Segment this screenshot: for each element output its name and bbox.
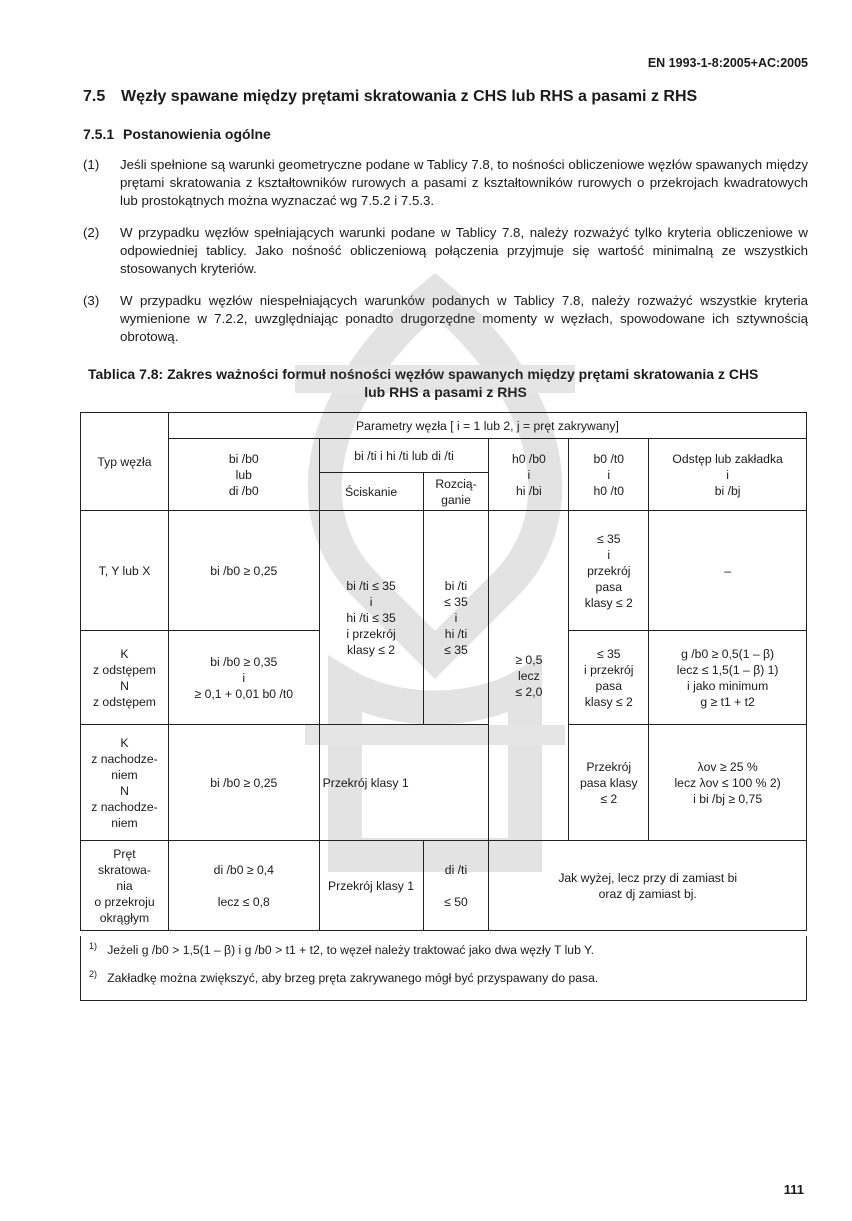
row-k-type: K z odstępem N z odstępem bbox=[81, 631, 169, 725]
subsection-title: Postanowienia ogólne bbox=[123, 126, 271, 142]
paragraph-3 bbox=[83, 292, 808, 346]
table-footnotes bbox=[80, 936, 807, 1001]
row-circular-type: Pręt skratowa- nia o przekroju okrągłym bbox=[81, 841, 169, 931]
row-overlap-gap: λov ≥ 25 % lecz λov ≤ 100 % 2) i bi /bj ≥ 0,75 bbox=[649, 725, 807, 841]
row-h-common: ≥ 0,5 lecz ≤ 2,0 bbox=[489, 511, 569, 841]
paragraph-1 bbox=[83, 156, 808, 210]
row-ty-compression: bi /ti ≤ 35 i hi /ti ≤ 35 i przekrój klasy ≤ 2 bbox=[319, 511, 423, 725]
header-tension: Rozcią- ganie bbox=[423, 473, 489, 511]
table-caption-line1: Tablica 7.8: Zakres ważności formuł nośności węzłów spawanych między prętami skratowania z CHS bbox=[88, 366, 759, 382]
row-overlap-type: K z nachodze- niem N z nachodze- niem bbox=[81, 725, 169, 841]
section-number: 7.5 bbox=[83, 88, 106, 105]
header-compression: Ściskanie bbox=[319, 473, 423, 511]
table-caption-line2: lub RHS a pasami z RHS bbox=[364, 384, 527, 400]
row-circular-tension: di /ti ≤ 50 bbox=[423, 841, 489, 931]
paragraph-number: (1) bbox=[83, 157, 100, 172]
subsection-heading bbox=[83, 126, 271, 142]
header-gap-overlap: Odstęp lub zakładka i bi /bj bbox=[649, 439, 807, 511]
paragraph-number: (3) bbox=[83, 293, 100, 308]
page-number: 111 bbox=[783, 1182, 804, 1197]
header-joint-parameters: Parametry węzła [ i = 1 lub 2, j = pręt zakrywany] bbox=[168, 413, 806, 439]
footnote-text: Zakładkę można zwiększyć, aby brzeg pręta zakrywanego mógł być przyspawany do pasa. bbox=[107, 971, 599, 986]
row-overlap-b: bi /b0 ≥ 0,25 bbox=[168, 725, 319, 841]
row-ty-type: T, Y lub X bbox=[81, 511, 169, 631]
section-heading bbox=[83, 88, 697, 106]
table-caption bbox=[83, 365, 808, 401]
row-overlap-compression: Przekrój klasy 1 bbox=[319, 725, 489, 841]
row-circular-b: di /b0 ≥ 0,4 lecz ≤ 0,8 bbox=[168, 841, 319, 931]
header-chord-ratio: b0 /t0 i h0 /t0 bbox=[569, 439, 649, 511]
paragraph-text: Jeśli spełnione są warunki geometryczne podane w Tablicy 7.8, to nośności obliczeniowe węzłów spawanych między prętami skratowania z kształtowników rurowych a pasami z kształtowników rurowych o przekrojach kwadratowych lub prostokątnych można wyznaczać wg 7.5.2 i 7.5.3. bbox=[120, 157, 808, 208]
header-joint-type: Typ węzła bbox=[81, 413, 169, 511]
row-ty-chord: ≤ 35 i przekrój pasa klasy ≤ 2 bbox=[569, 511, 649, 631]
footnote-mark: 2) bbox=[89, 969, 98, 979]
footnote-1 bbox=[89, 941, 594, 957]
row-k-chord: ≤ 35 i przekrój pasa klasy ≤ 2 bbox=[569, 631, 649, 725]
footnote-2 bbox=[89, 969, 598, 985]
row-ty-gap: – bbox=[649, 511, 807, 631]
footnote-mark: 1) bbox=[89, 941, 98, 951]
row-k-b: bi /b0 ≥ 0,35 i ≥ 0,1 + 0,01 b0 /t0 bbox=[168, 631, 319, 725]
row-tension-common: bi /ti ≤ 35 i hi /ti ≤ 35 bbox=[423, 511, 489, 725]
paragraph-number: (2) bbox=[83, 225, 100, 240]
header-h-ratio: h0 /b0 i hi /bi bbox=[489, 439, 569, 511]
header-b-ratio: bi /b0 lub di /b0 bbox=[168, 439, 319, 511]
header-slenderness: bi /ti i hi /ti lub di /ti bbox=[319, 439, 489, 473]
section-title: Węzły spawane między prętami skratowania z CHS lub RHS a pasami z RHS bbox=[121, 88, 698, 105]
footnote-text: Jeżeli g /b0 > 1,5(1 – β) i g /b0 > t1 + t2, to węzeł należy traktować jako dwa węzły T lub Y. bbox=[107, 943, 594, 958]
row-k-gap: g /b0 ≥ 0,5(1 – β) lecz ≤ 1,5(1 – β) 1) i jako minimum g ≥ t1 + t2 bbox=[649, 631, 807, 725]
paragraph-text: W przypadku węzłów niespełniających warunków podanych w Tablicy 7.8, należy rozważyć wszystkie kryteria wymienione w 7.2.2, uwzględniając ponadto drugorzędne momenty w węzłach, spowodowane ich sztywnością obrotową. bbox=[120, 293, 808, 344]
paragraph-2 bbox=[83, 224, 808, 278]
paragraph-text: W przypadku węzłów spełniających warunki podane w Tablicy 7.8, należy rozważyć tylko kryteria obliczeniowe w odpowiedniej tablicy. Jako nośność obliczeniową połączenia przyjmuje się wartość minimalną ze wszystkich stosowanych kryteriów. bbox=[120, 225, 808, 276]
row-circular-compression: Przekrój klasy 1 bbox=[319, 841, 423, 931]
standard-reference: EN 1993-1-8:2005+AC:2005 bbox=[647, 56, 808, 70]
row-circular-rest: Jak wyżej, lecz przy di zamiast bi oraz dj zamiast bj. bbox=[489, 841, 807, 931]
subsection-number: 7.5.1 bbox=[83, 126, 115, 142]
validity-range-table bbox=[80, 412, 807, 931]
row-ty-b: bi /b0 ≥ 0,25 bbox=[168, 511, 319, 631]
row-overlap-chord: Przekrój pasa klasy ≤ 2 bbox=[569, 725, 649, 841]
